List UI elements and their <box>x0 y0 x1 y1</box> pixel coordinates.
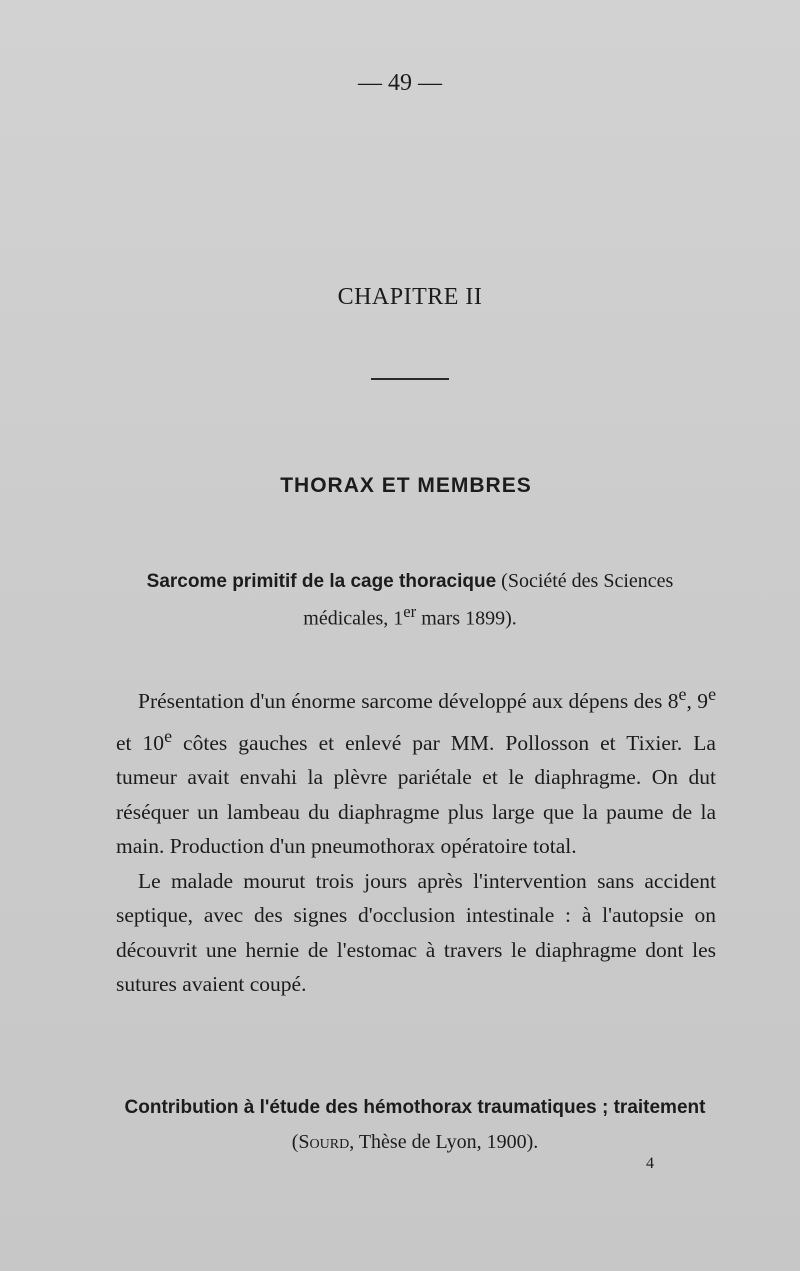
chapter-heading: CHAPITRE II <box>337 284 483 310</box>
paragraph-2: Le malade mourut trois jours après l'intervention sans accident septique, avec des signes d'occlusion intestinale : à l'autopsie on découvrit une hernie de l'estomac à travers le diaphragme dont les sutures avaient coupé. <box>116 868 716 997</box>
signature-mark: 4 <box>646 1155 654 1172</box>
body-text <box>116 677 716 1002</box>
entry-title-2: Contribution à l'étude des hémothorax traumatiques ; traitement <box>124 1097 706 1118</box>
entry-source-1-sup: er <box>403 602 417 621</box>
page-number: — 49 — <box>358 70 442 96</box>
entry-title-1: Sarcome primitif de la cage thoracique <box>146 571 497 592</box>
paragraph-1-sup-a: e <box>678 684 687 704</box>
entry-source-2-rest: , Thèse de Lyon, 1900). <box>349 1131 539 1153</box>
entry-source-1a: (Société des Sciences médicales, 1 <box>303 570 674 630</box>
entry-author-2: Sourd <box>298 1131 350 1153</box>
paragraph-1-part-d: côtes gauches et enlevé par MM. Pollosson et Tixier. La tumeur avait envahi la plèvre pariétale et le diaphragme. On dut réséquer un lambeau du diaphragme plus large que la paume de la main. Production d'un pneumothorax opératoire total. <box>116 730 716 859</box>
entry-source-2-open: ( <box>291 1131 299 1153</box>
paragraph-1-part-c: et 10 <box>116 730 165 755</box>
paragraph-1-sup-c: e <box>164 725 173 746</box>
separator-rule <box>371 378 449 380</box>
entry-heading-1 <box>140 566 680 634</box>
paragraph-1 <box>116 677 716 864</box>
section-title: THORAX ET MEMBRES <box>280 474 532 497</box>
paragraph-1-sup-b: e <box>708 684 717 704</box>
paragraph-1-part-a: Présentation d'un énorme sarcome développé aux dépens des 8 <box>138 689 679 714</box>
entry-heading-2 <box>100 1090 730 1159</box>
entry-source-1b: mars 1899). <box>416 607 517 630</box>
paragraph-1-part-b: , 9 <box>686 689 709 714</box>
